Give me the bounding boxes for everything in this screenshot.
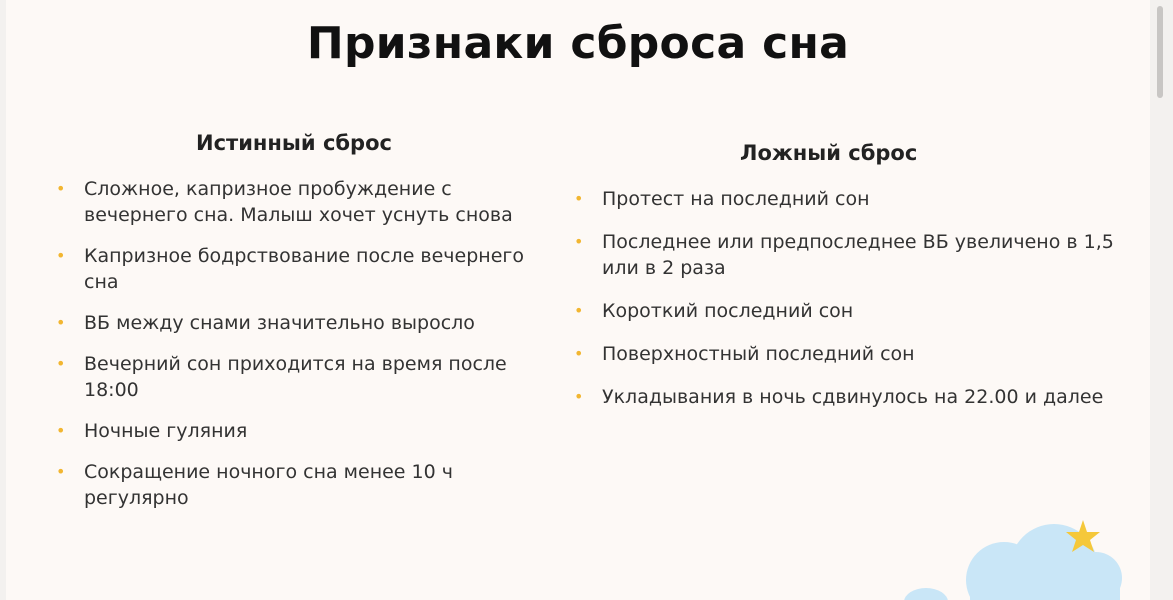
true-reset-list: [56, 176, 548, 526]
scrollbar-thumb[interactable]: [1157, 6, 1163, 98]
list-item: • Сокращение ночного сна менее 10 ч регулярно: [56, 461, 453, 509]
true-reset-heading: Истинный сброс: [196, 131, 392, 155]
false-reset-heading: Ложный сброс: [740, 141, 918, 165]
list-item: • Протест на последний сон: [574, 188, 870, 210]
bullet-icon: •: [574, 344, 584, 363]
cloud-star-decoration: [886, 510, 1150, 600]
bullet-icon: •: [56, 179, 66, 198]
list-item: • ВБ между снами значительно выросло: [56, 312, 475, 334]
list-item: • Поверхностный последний сон: [574, 343, 915, 365]
bullet-icon: •: [56, 313, 66, 332]
bullet-icon: •: [56, 421, 66, 440]
list-item: • Капризное бодрствование после вечернего сна: [56, 245, 525, 293]
bullet-icon: •: [574, 232, 584, 251]
list-item: • Ночные гуляния: [56, 420, 248, 442]
page-title: Признаки сброса сна: [306, 18, 850, 69]
bullet-icon: •: [56, 462, 66, 481]
slide: [6, 0, 1150, 600]
bullet-icon: •: [56, 354, 66, 373]
list-item: • Укладывания в ночь сдвинулось на 22.00 и далее: [574, 386, 1104, 408]
bullet-icon: •: [574, 301, 584, 320]
list-item: • Короткий последний сон: [574, 300, 854, 322]
false-reset-list: [574, 186, 1114, 427]
scrollbar[interactable]: [1153, 0, 1167, 600]
bullet-icon: •: [574, 189, 584, 208]
list-item: • Сложное, капризное пробуждение с вечернего сна. Малыш хочет уснуть снова: [56, 178, 513, 226]
bullet-icon: •: [56, 246, 66, 265]
list-item: • Вечерний сон приходится на время после 18:00: [56, 353, 507, 401]
bullet-icon: •: [574, 387, 584, 406]
small-cloud-icon: [904, 588, 948, 600]
cloud-icon: [966, 524, 1122, 600]
list-item: • Последнее или предпоследнее ВБ увеличено в 1,5 или в 2 раза: [574, 231, 1114, 279]
